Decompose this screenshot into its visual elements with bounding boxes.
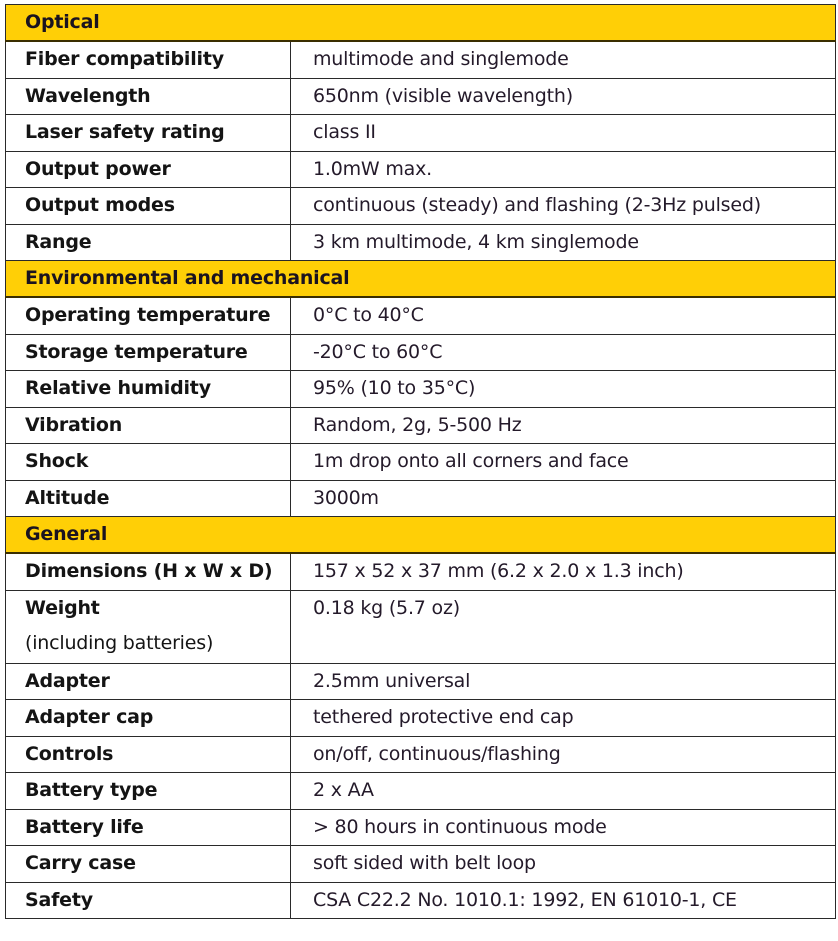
row-label: Adapter xyxy=(6,663,291,700)
row-label: Battery type xyxy=(6,773,291,810)
row-label-group xyxy=(6,590,291,663)
table-row xyxy=(6,224,836,261)
row-sublabel: (including batteries) xyxy=(25,631,214,654)
row-value: 1m drop onto all corners and face xyxy=(291,444,836,481)
row-label: Relative humidity xyxy=(6,371,291,408)
table-row xyxy=(6,41,836,78)
table-row xyxy=(6,78,836,115)
table-row xyxy=(6,188,836,225)
table-row xyxy=(6,371,836,408)
row-value: class II xyxy=(291,115,836,152)
table-row xyxy=(6,736,836,773)
table-row xyxy=(6,334,836,371)
table-row xyxy=(6,297,836,334)
row-value: soft sided with belt loop xyxy=(291,846,836,883)
row-label: Weight xyxy=(25,596,100,619)
section-title: General xyxy=(6,517,836,554)
row-label: Storage temperature xyxy=(6,334,291,371)
section-title: Optical xyxy=(6,5,836,42)
table-row xyxy=(6,846,836,883)
row-value: > 80 hours in continuous mode xyxy=(291,809,836,846)
table-row xyxy=(6,809,836,846)
section-title: Environmental and mechanical xyxy=(6,261,836,298)
row-label: Fiber compatibility xyxy=(6,41,291,78)
row-label: Dimensions (H x W x D) xyxy=(6,553,291,590)
row-value: 3000m xyxy=(291,480,836,517)
row-value: 2 x AA xyxy=(291,773,836,810)
row-label: Operating temperature xyxy=(6,297,291,334)
table-row xyxy=(6,407,836,444)
section-header-optical xyxy=(6,5,836,42)
section-header-environmental xyxy=(6,261,836,298)
row-label: Output modes xyxy=(6,188,291,225)
table-row xyxy=(6,590,836,663)
row-label: Wavelength xyxy=(6,78,291,115)
row-value: 2.5mm universal xyxy=(291,663,836,700)
row-label: Range xyxy=(6,224,291,261)
row-value: 650nm (visible wavelength) xyxy=(291,78,836,115)
row-value: 1.0mW max. xyxy=(291,151,836,188)
row-value: multimode and singlemode xyxy=(291,41,836,78)
row-value: -20°C to 60°C xyxy=(291,334,836,371)
row-label: Safety xyxy=(6,882,291,919)
table-row xyxy=(6,480,836,517)
row-value: 0°C to 40°C xyxy=(291,297,836,334)
row-value: CSA C22.2 No. 1010.1: 1992, EN 61010-1, CE xyxy=(291,882,836,919)
row-value: 95% (10 to 35°C) xyxy=(291,371,836,408)
section-header-general xyxy=(6,517,836,554)
row-label: Shock xyxy=(6,444,291,481)
row-label: Vibration xyxy=(6,407,291,444)
row-label: Carry case xyxy=(6,846,291,883)
table-row xyxy=(6,444,836,481)
row-value: Random, 2g, 5-500 Hz xyxy=(291,407,836,444)
row-value: on/off, continuous/flashing xyxy=(291,736,836,773)
row-label: Adapter cap xyxy=(6,700,291,737)
row-label: Laser safety rating xyxy=(6,115,291,152)
table-row xyxy=(6,700,836,737)
row-value: continuous (steady) and flashing (2-3Hz pulsed) xyxy=(291,188,836,225)
row-label: Controls xyxy=(6,736,291,773)
row-value: tethered protective end cap xyxy=(291,700,836,737)
table-row xyxy=(6,663,836,700)
table-row xyxy=(6,773,836,810)
table-row xyxy=(6,115,836,152)
table-row xyxy=(6,553,836,590)
row-label: Battery life xyxy=(6,809,291,846)
row-value: 0.18 kg (5.7 oz) xyxy=(291,590,836,663)
row-label: Altitude xyxy=(6,480,291,517)
table-row xyxy=(6,882,836,919)
spec-table xyxy=(5,4,836,919)
row-label: Output power xyxy=(6,151,291,188)
row-value: 157 x 52 x 37 mm (6.2 x 2.0 x 1.3 inch) xyxy=(291,553,836,590)
row-value: 3 km multimode, 4 km singlemode xyxy=(291,224,836,261)
table-row xyxy=(6,151,836,188)
